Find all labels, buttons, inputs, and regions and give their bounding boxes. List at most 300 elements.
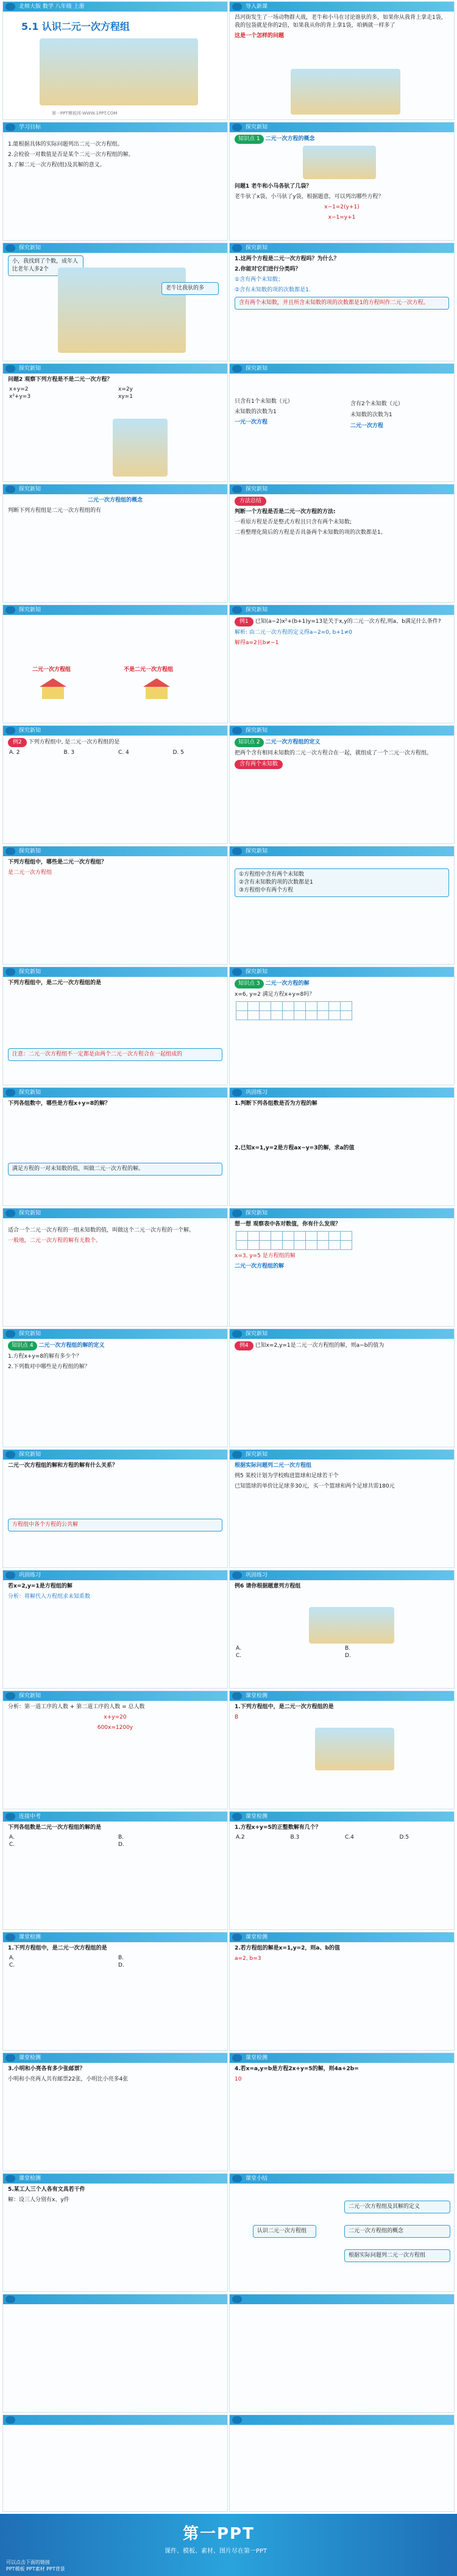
option: D. xyxy=(345,1653,351,1659)
finding: x=3, y=5 是方程组的解 xyxy=(235,1253,296,1259)
practice-1: 1.判断下列各组数是否为方程的解 xyxy=(235,1101,317,1107)
slide-tag: 课堂检测 xyxy=(246,1814,268,1820)
badge-icon xyxy=(232,848,242,855)
slide-tag: 学习目标 xyxy=(19,124,41,130)
slide-header xyxy=(3,1812,227,1822)
slide-26 xyxy=(229,1449,455,1568)
slide-tag: 探究新知 xyxy=(19,1693,41,1699)
badge-icon xyxy=(5,727,15,734)
summary-item-1: 二元一次方程组及其解的定义 xyxy=(344,2201,450,2213)
badge-icon xyxy=(232,2054,242,2062)
title-slide xyxy=(2,1,228,120)
header-grade: 北师大版 数学 八年级 上册 xyxy=(19,4,85,10)
question: 2.若方程组的解是x=1,y=2，则a、b的值 xyxy=(235,1945,340,1951)
answer-box: 方程组中各个方程的公共解 xyxy=(8,1519,222,1531)
slide-tag: 巩固练习 xyxy=(246,1090,268,1096)
slide-header xyxy=(3,243,227,253)
slide-21 xyxy=(2,1208,228,1327)
brand-logo[interactable]: 第一PPT xyxy=(183,2525,255,2543)
definition-box: 含有两个未知数，并且所含未知数的项的次数都是1的方程叫作二元一次方程。 xyxy=(235,297,449,310)
slide-tag: 探究新知 xyxy=(19,1331,41,1337)
slide-10 xyxy=(229,484,455,603)
slide-25 xyxy=(2,1449,228,1568)
badge-icon xyxy=(232,606,242,614)
question: 下列方程组中，是二元一次方程组的是 xyxy=(8,980,102,986)
condition-1: ①方程组中含有两个未知数 xyxy=(239,871,305,878)
slide-tag: 探究新知 xyxy=(246,1210,268,1216)
knowledge-tag: 知识点 4 xyxy=(8,1341,37,1350)
example-tag: 例1 xyxy=(235,617,253,626)
slide-12 xyxy=(229,605,455,723)
value-table xyxy=(236,1231,352,1250)
slide-11 xyxy=(2,605,228,723)
question: 5.某工人三个人各有文具若干件 xyxy=(8,2187,85,2193)
footer-banner xyxy=(0,2514,457,2576)
question: 3.小明和小亮各有多少张邮票？ xyxy=(8,2066,85,2072)
badge-icon xyxy=(5,1210,15,1217)
slide-header xyxy=(230,2294,454,2304)
knowledge-title: 二元一次方程组的概念 xyxy=(87,497,143,503)
slide-header xyxy=(230,2053,454,2063)
option: A. xyxy=(236,1645,241,1652)
slide-header xyxy=(3,2174,227,2184)
question: 1.下列方程组中，是二元一次方程组的是 xyxy=(8,1945,107,1951)
slide-tag: 探究新知 xyxy=(19,1090,41,1096)
badge-icon xyxy=(5,1813,15,1820)
option: A. 2 xyxy=(9,750,20,756)
slide-header xyxy=(230,1691,454,1701)
question: x=6, y=2 满足方程x+y=8吗？ xyxy=(235,992,315,998)
example-tag: 例4 xyxy=(235,1341,253,1350)
lesson-title: 5.1 认识二元一次方程组 xyxy=(21,21,130,32)
slide-42 xyxy=(229,2415,455,2512)
badge-icon xyxy=(5,1451,15,1458)
knowledge-title: 根据实际问题列二元一次方程组 xyxy=(235,1463,312,1469)
question: 例6 请你根据题意列方程组 xyxy=(235,1583,301,1589)
left-2: 未知数的次数为1 xyxy=(235,409,277,415)
question: 想一想 观察表中各对数值，你有什么发现？ xyxy=(235,1221,341,1227)
slide-34 xyxy=(229,1932,455,2051)
slide-header xyxy=(3,1088,227,1098)
badge-icon xyxy=(232,1451,242,1458)
slide-tag: 探究新知 xyxy=(19,607,41,613)
slide-5 xyxy=(2,243,228,361)
method-line-1: 判断一个方程是否是二元一次方程的方法: xyxy=(235,509,336,515)
solution: 解：设三人分别有x、y件 xyxy=(8,2197,69,2203)
option: B. xyxy=(118,1955,124,1961)
slide-22 xyxy=(229,1208,455,1327)
badge-icon xyxy=(5,606,15,614)
option-list xyxy=(9,1834,221,1848)
analysis: 分析：将解代入方程组求未知系数 xyxy=(8,1594,91,1600)
slide-header xyxy=(230,1932,454,1942)
knowledge-title: 二元一次方程组的定义 xyxy=(265,739,321,745)
option: C. 4 xyxy=(118,750,129,756)
slide-4 xyxy=(229,122,455,241)
slide-tag: 探究新知 xyxy=(19,245,41,251)
badge-icon xyxy=(232,365,242,372)
badge-icon xyxy=(5,968,15,976)
slide-tag: 探究新知 xyxy=(246,848,268,854)
slide-35 xyxy=(2,2053,228,2171)
badge-icon xyxy=(5,365,15,372)
badge-icon xyxy=(232,1089,242,1096)
slide-tag: 课堂检测 xyxy=(19,2176,41,2182)
option: C.4 xyxy=(345,1834,354,1840)
slide-header xyxy=(3,2,227,12)
text: 小明和小亮两人共有邮票22张，小明比小亮多4张 xyxy=(8,2076,129,2082)
slide-header xyxy=(230,1088,454,1098)
option-list xyxy=(9,750,221,756)
slide-20 xyxy=(229,1087,455,1206)
note: 一般地，二元一次方程的解有无数个。 xyxy=(8,1238,102,1244)
badge-icon xyxy=(232,2416,242,2424)
slide-header xyxy=(3,1570,227,1580)
slide-2 xyxy=(229,1,455,120)
slide-header xyxy=(230,1450,454,1460)
badge-icon xyxy=(232,727,242,734)
slide-tag: 巩固练习 xyxy=(19,1572,41,1578)
label-yes: 二元一次方程组 xyxy=(32,667,71,673)
question: 下列方程组中，哪些是二元一次方程组？ xyxy=(8,859,107,865)
right-2: 未知数的次数为1 xyxy=(350,412,392,418)
slide-32 xyxy=(229,1811,455,1930)
slide-header xyxy=(230,605,454,615)
slide-9 xyxy=(2,484,228,603)
option-list xyxy=(236,1645,448,1659)
slide-tag: 探究新知 xyxy=(246,1452,268,1458)
badge-icon xyxy=(232,3,242,10)
slide-tag: 连接中考 xyxy=(19,1814,41,1820)
option: B. 3 xyxy=(63,750,75,756)
eq-item: xy=1 xyxy=(118,394,133,400)
badge-icon xyxy=(5,1330,15,1338)
footer-links xyxy=(6,2559,65,2572)
slide-3 xyxy=(2,122,228,241)
slide-16 xyxy=(229,846,455,965)
badge-icon xyxy=(5,2416,15,2424)
slide-36 xyxy=(229,2053,455,2171)
badge-icon xyxy=(5,1572,15,1579)
slide-header xyxy=(3,1208,227,1218)
question: 问题2 观察下列方程是不是二元一次方程？ xyxy=(8,377,113,383)
question-1: 1.方程x+y=8的解有多少个？ xyxy=(8,1354,82,1360)
slide-tag: 探究新知 xyxy=(19,486,41,492)
slide-18 xyxy=(229,967,455,1085)
badge-icon xyxy=(5,1692,15,1700)
slide-header xyxy=(230,1812,454,1822)
badge-icon xyxy=(5,244,15,252)
badge-icon xyxy=(232,1934,242,1941)
camel-scene xyxy=(58,268,186,353)
slide-tag: 探究新知 xyxy=(19,1452,41,1458)
slide-tag: 探究新知 xyxy=(246,728,268,734)
knowledge-tag: 知识点 1 xyxy=(235,135,264,144)
slide-header xyxy=(230,484,454,494)
goal-1: 1.能根据具体的实际问题列出二元一次方程组。 xyxy=(8,141,123,147)
cond-1: ①含有两个未知数； xyxy=(235,277,284,283)
slide-8 xyxy=(229,363,455,482)
condition-pill: 含有两个未知数 xyxy=(235,760,283,769)
slide-tag: 探究新知 xyxy=(246,607,268,613)
house-icon xyxy=(143,678,170,699)
intro-question: 这是一个怎样的问题 xyxy=(235,33,285,39)
slide-tag: 探究新知 xyxy=(19,366,41,372)
option-list xyxy=(236,1834,448,1840)
option: D. xyxy=(118,1842,124,1848)
footer-link[interactable]: PPT背景 xyxy=(46,2566,65,2572)
equation-list xyxy=(9,386,221,400)
example-question: 已知x=2,y=1是二元一次方程组的解，则a−b的值为 xyxy=(255,1343,384,1349)
slide-header xyxy=(230,2,454,12)
q1: 1.这两个方程是二元一次方程吗？为什么？ xyxy=(235,256,339,262)
slide-29 xyxy=(2,1691,228,1809)
question: 1.下列方程组中，是二元一次方程组的是 xyxy=(235,1704,334,1710)
slide-7 xyxy=(2,363,228,482)
slide-header xyxy=(230,1329,454,1339)
slide-header xyxy=(230,726,454,736)
condition-box xyxy=(235,868,449,897)
goal-3: 3.了解二元一次方程(组)及其解的意义。 xyxy=(8,162,105,168)
badge-icon xyxy=(232,124,242,131)
badge-icon xyxy=(5,848,15,855)
slide-40 xyxy=(229,2294,455,2413)
slide-header xyxy=(230,122,454,132)
slide-tag: 课堂检测 xyxy=(246,1693,268,1699)
summary-item-2: 二元一次方程组的概念 xyxy=(344,2225,450,2238)
definition: 把两个含有相同未知数的二元一次方程合在一起，就组成了一个二元一次方程组。 xyxy=(235,750,433,756)
slide-tag: 探究新知 xyxy=(19,728,41,734)
slide-tag: 探究新知 xyxy=(246,245,268,251)
question: 4.若x=a,y=b是方程2x+y=5的解，则4a+2b= xyxy=(235,2066,359,2072)
topic: 二元一次方程组的解 xyxy=(235,1263,285,1269)
slide-38 xyxy=(229,2173,455,2292)
question: 若x=2,y=1是方程组的解 xyxy=(8,1583,73,1589)
slide-27 xyxy=(2,1570,228,1689)
option: A. xyxy=(9,1955,15,1961)
label-no: 不是二元一次方程组 xyxy=(124,667,174,673)
slide-header xyxy=(3,484,227,494)
slide-tag: 探究新知 xyxy=(246,486,268,492)
eq-item: x=2y xyxy=(118,386,133,392)
question: 下列各组数是二元一次方程组的解的是 xyxy=(8,1825,102,1831)
example-tag: 例2 xyxy=(8,738,27,747)
slide-tag: 课堂检测 xyxy=(246,1934,268,1940)
badge-icon xyxy=(5,124,15,131)
summary-root: 认识二元一次方程组 xyxy=(253,2225,316,2238)
condition-3: ③方程组中有两个方程 xyxy=(239,887,294,893)
slide-header xyxy=(3,967,227,977)
text: 已知篮球的单价比足球多30元，买一个篮球和两个足球共需180元 xyxy=(235,1483,395,1489)
analysis: 分析：第一道工序的人数 + 第二道工序的人数 = 总人数 xyxy=(8,1704,145,1710)
badge-icon xyxy=(5,2054,15,2062)
slide-6 xyxy=(229,243,455,361)
footer-link[interactable]: PPT模板 xyxy=(6,2566,25,2572)
basketball-illustration xyxy=(291,69,400,115)
slide-17 xyxy=(2,967,228,1085)
slide-header xyxy=(3,726,227,736)
example-question: 下列方程组中, 是二元一次方程组的是 xyxy=(28,739,120,745)
definition: 适合一个二元一次方程的一组未知数的值，叫做这个二元一次方程的一个解。 xyxy=(8,1227,195,1233)
badge-icon xyxy=(232,1813,242,1820)
problem-1: 问题1 老牛和小马各驮了几袋？ xyxy=(235,183,312,190)
badge-icon xyxy=(232,1572,242,1579)
note-box: 注意：二元一次方程组不一定都是由两个二元一次方程合在一起组成的 xyxy=(8,1048,222,1061)
badge-icon xyxy=(232,2296,242,2303)
badge-icon xyxy=(232,486,242,493)
slide-30 xyxy=(229,1691,455,1809)
slide-23 xyxy=(2,1329,228,1447)
problem-line-1: 老牛驮了x袋，小马驮了y袋，根据题意，可以列出哪些方程？ xyxy=(235,194,384,200)
badge-icon xyxy=(232,244,242,252)
slide-13 xyxy=(2,725,228,844)
right-1: 含有2个未知数（元） xyxy=(350,401,403,407)
knowledge-title: 二元一次方程的概念 xyxy=(265,136,315,142)
slide-header xyxy=(230,1208,454,1218)
condition-2: ②含有未知数的项的次数都是1 xyxy=(239,879,313,885)
source-text: 第一PPT模板网-WWW.1PPT.COM xyxy=(52,111,118,116)
camel-illustration xyxy=(40,38,198,105)
slide-header xyxy=(3,1450,227,1460)
knowledge-tag: 知识点 3 xyxy=(235,979,264,988)
slide-header xyxy=(3,2415,227,2425)
option: B.3 xyxy=(290,1834,300,1840)
slide-header xyxy=(3,122,227,132)
badge-icon xyxy=(5,2296,15,2303)
slide-header xyxy=(3,1329,227,1339)
option: D. xyxy=(118,1962,124,1968)
slide-header xyxy=(3,364,227,374)
slide-tag: 探究新知 xyxy=(246,969,268,975)
equation-1: x−1=2(y+1) xyxy=(324,204,360,210)
slide-39 xyxy=(2,2294,228,2413)
slide-tag: 课堂检测 xyxy=(19,2055,41,2061)
answer: 10 xyxy=(235,2076,242,2082)
slide-15 xyxy=(2,846,228,965)
badge-icon xyxy=(5,3,15,10)
method-tag: 方法总结 xyxy=(235,497,266,506)
slide-31 xyxy=(2,1811,228,1930)
example-question: 已知(a−2)x²+(b+1)y=13是关于x,y的二元一次方程,则a、b满足什么条件? xyxy=(255,619,441,625)
option-list xyxy=(9,1955,221,1968)
value-table xyxy=(236,1001,352,1020)
badge-icon xyxy=(232,2175,242,2182)
slide-tag: 导入新课 xyxy=(246,4,268,10)
option: A. xyxy=(9,1834,15,1840)
solution: 解析: 由二元一次方程的定义得a−2=0, b+1≠0 xyxy=(235,630,352,636)
slide-tag: 课堂小结 xyxy=(246,2176,268,2182)
answer: B xyxy=(235,1714,239,1720)
intro-text: 昌河街发生了一场动物群大战，老牛和小马在讨论谁驮的多，如果你从我背上拿走1袋，我的包袋就是你的2倍，如果我从你的背上拿1袋，咱俩就一样多了 xyxy=(235,15,447,29)
slide-header xyxy=(3,846,227,856)
slide-header xyxy=(3,1932,227,1942)
slide-33 xyxy=(2,1932,228,2051)
house-icon xyxy=(40,678,66,699)
option: D. 5 xyxy=(172,750,184,756)
equation-1: x+y=20 xyxy=(104,1714,127,1720)
slide-header xyxy=(3,605,227,615)
badge-icon xyxy=(232,1210,242,1217)
question: 下列各组数中，哪些是方程x+y=8的解？ xyxy=(8,1101,111,1107)
summary-item-3: 根据实际问题列二元一次方程组 xyxy=(344,2249,450,2262)
equation-2: x−1=y+1 xyxy=(328,215,356,221)
question: 判断下列方程组是二元一次方程组的有 xyxy=(8,508,102,514)
slide-41 xyxy=(2,2415,228,2512)
slide-header xyxy=(3,2053,227,2063)
option: A.2 xyxy=(236,1834,245,1840)
option: D.5 xyxy=(399,1834,409,1840)
knowledge-title: 二元一次方程的解 xyxy=(265,981,310,987)
speech-bubble-left: 小，我找到了个数，成年人比老年人多2个 xyxy=(8,255,83,276)
question: 二元一次方程组的解和方程的解有什么关系？ xyxy=(8,1463,118,1469)
left-3: 一元一次方程 xyxy=(235,419,268,425)
goal-2: 2.会检验一对数值是否是某个二元一次方程组的解。 xyxy=(8,152,134,158)
option: C. xyxy=(236,1653,242,1659)
question: 例5 某校计划为学校购进篮球和足球若干个 xyxy=(235,1473,339,1479)
slide-28 xyxy=(229,1570,455,1689)
speech-bubble-right: 老牛比我驮的多 xyxy=(161,282,219,295)
method-line-2: 一看原方程是否是整式方程且只含有两个未知数; xyxy=(235,519,352,525)
slide-14 xyxy=(229,725,455,844)
badge-icon xyxy=(5,1089,15,1096)
answer: a=2, b=3 xyxy=(235,1956,261,1962)
brand-subtitle: 课件、模板、素材、图片尽在第一PPT xyxy=(165,2548,267,2555)
slide-header xyxy=(230,364,454,374)
badge-icon xyxy=(5,2175,15,2182)
equation-2: 600x=1200y xyxy=(97,1725,133,1731)
slide-tag: 探究新知 xyxy=(246,1331,268,1337)
eq-item: x+y=2 xyxy=(9,386,29,392)
slide-header xyxy=(230,1570,454,1580)
slide-24 xyxy=(229,1329,455,1447)
slide-header xyxy=(230,2415,454,2425)
q2: 2.你能对它们进行分类吗？ xyxy=(235,266,301,272)
reading-illustration xyxy=(315,1728,394,1770)
slide-tag: 探究新知 xyxy=(246,124,268,130)
people-illustration xyxy=(113,419,168,477)
slide-tag: 课堂检测 xyxy=(246,2055,268,2061)
method-line-3: 二看整理化简后的方程是否具备两个未知数的项的次数都是1。 xyxy=(235,530,386,536)
knowledge-tag: 知识点 2 xyxy=(235,738,264,747)
answer-box: 满足方程的一对未知数的值，叫做二元一次方程的解。 xyxy=(8,1163,222,1176)
badge-icon xyxy=(5,1934,15,1941)
slide-header xyxy=(3,1691,227,1701)
slide-tag: 巩固练习 xyxy=(246,1572,268,1578)
slide-tag: 探究新知 xyxy=(19,848,41,854)
slide-tag: 探究新知 xyxy=(246,366,268,372)
option: C. xyxy=(9,1842,15,1848)
question: 1.方程x+y=5的正整数解有几个？ xyxy=(235,1825,321,1831)
footer-link[interactable]: PPT素材 xyxy=(26,2566,45,2572)
slide-tag: 探究新知 xyxy=(19,1210,41,1216)
badge-icon xyxy=(5,486,15,493)
question-2: 2.下列数对中哪些是方程组的解？ xyxy=(8,1364,90,1370)
option: B. xyxy=(118,1834,124,1840)
slide-tag: 探究新知 xyxy=(19,969,41,975)
option: B. xyxy=(345,1645,351,1652)
workers-illustration xyxy=(309,1607,394,1644)
slide-19 xyxy=(2,1087,228,1206)
camel-horse-illustration xyxy=(303,146,376,179)
answer: 是二元一次方程组 xyxy=(8,870,52,876)
option: C. xyxy=(9,1962,15,1968)
left-1: 只含有1个未知数（元） xyxy=(235,399,293,405)
slide-tag: 课堂检测 xyxy=(19,1934,41,1940)
badge-icon xyxy=(232,1692,242,1700)
footer-link-hint: 可以点击下面的链接 xyxy=(6,2560,50,2565)
right-3: 二元一次方程 xyxy=(350,423,384,429)
badge-icon xyxy=(232,968,242,976)
